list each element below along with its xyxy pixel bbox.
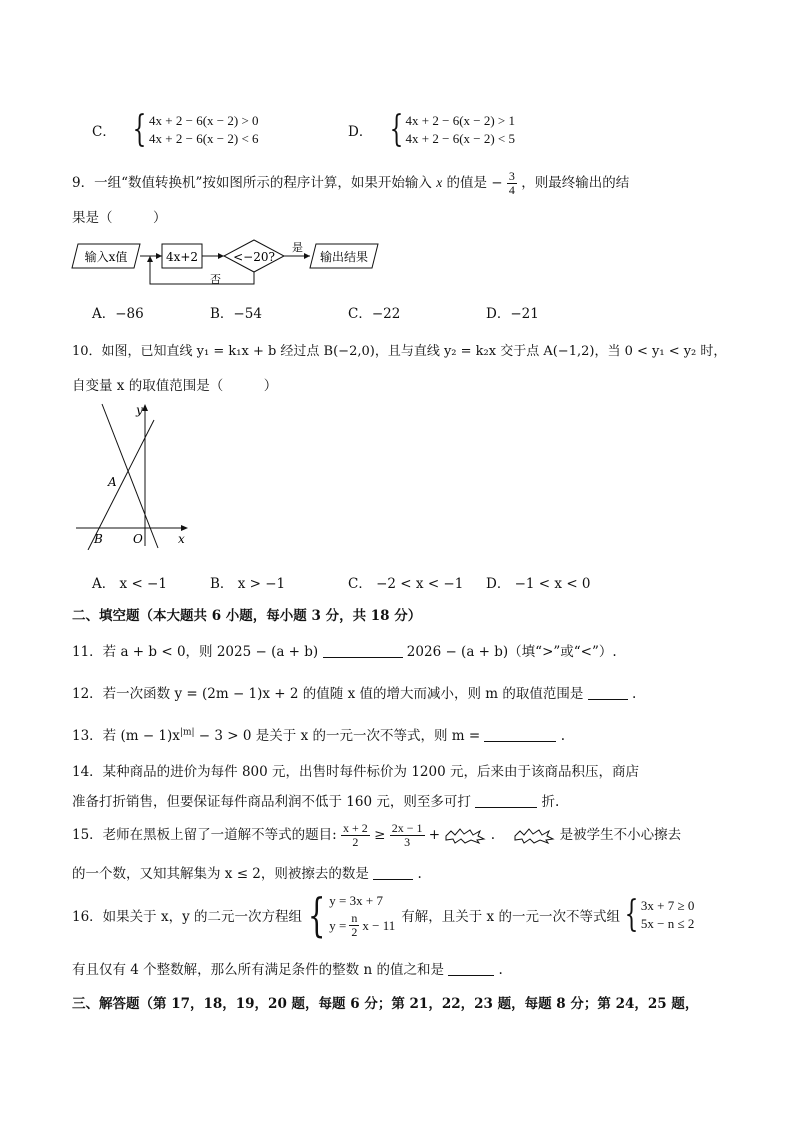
q9-text-b: 的值是 — [446, 175, 487, 191]
q9-option-b: B．−54 — [210, 306, 262, 322]
flow-output-box — [310, 244, 378, 268]
q14-text-a: 准备打折销售，但要保证每件商品利润不低于 160 元，则至多可打 — [72, 794, 471, 810]
q11-text-a: 11．若 a + b < 0，则 2025 − (a + b) — [72, 644, 319, 660]
q8-option-d: D． { 4x + 2 − 6(x − 2) > 1 4x + 2 − 6(x − 2) < 5 — [348, 109, 516, 150]
q15-text-c: 是被学生不小心擦去 — [559, 827, 682, 843]
q13-text-a: 13．若 (m − 1)x — [72, 728, 180, 744]
q9-text-line2: 果是（ ） — [72, 210, 167, 226]
q16-sys1-line2-post: x − 11 — [362, 917, 396, 933]
q16-sys2-line1: 3x + 7 ≥ 0 — [640, 897, 695, 913]
flow-output-label: 输出结果 — [319, 250, 369, 264]
q9-text-c: ，则最终输出的结 — [521, 175, 630, 191]
q16-sys1-line2-pre: y = — [329, 917, 347, 933]
q16-frac-den: 2 — [351, 925, 358, 939]
q8-d-line1: 4x + 2 − 6(x − 2) > 1 — [405, 113, 516, 128]
graph-origin-label: O — [133, 532, 143, 546]
q12-text-b: . — [631, 686, 637, 702]
q13-text-b: − 3 > 0 是关于 x 的一元一次不等式，则 m = — [194, 728, 481, 744]
q15-plus: + — [428, 827, 441, 843]
q13-exponent: |m| — [179, 727, 195, 738]
q15-text-e: . — [417, 866, 422, 882]
q9-frac-den: 4 — [508, 183, 515, 197]
erased-splat-icon-2 — [513, 828, 555, 844]
q11 — [72, 640, 617, 660]
q15-text-d: 的一个数，又知其解集为 x ≤ 2，则被擦去的数是 — [72, 866, 369, 882]
q15-fraction-2 — [390, 822, 425, 849]
q15-f2-den: 3 — [404, 835, 411, 849]
flow-decision — [224, 240, 284, 272]
q15-line1 — [72, 822, 681, 849]
q9-text-line1 — [72, 170, 629, 197]
q8-option-d-label: D． — [348, 124, 373, 140]
q16-text-c: 有且仅有 4 个整数解，那么所有满足条件的整数 n 的值之和是 — [72, 962, 444, 978]
flow-cond-label: <−20? — [233, 250, 275, 264]
q16-system-1: { y = 3x + 7 y = $\frac{n}{2}$ x − 11 — [307, 887, 396, 942]
q13-answer-blank[interactable] — [484, 727, 556, 742]
flow-no-label: 否 — [210, 273, 221, 286]
q16-system-2: { 3x + 7 ≥ 0 5x − n ≤ 2 — [624, 893, 695, 935]
q16-text-d: . — [498, 962, 503, 978]
q15-text-a: 15．老师在黑板上留了一道解不等式的题目: — [72, 827, 337, 843]
graph-line-y1 — [88, 420, 154, 550]
q16-answer-blank[interactable] — [448, 961, 494, 976]
q16-line2 — [72, 958, 503, 978]
q8-d-line2: 4x + 2 − 6(x − 2) < 5 — [405, 131, 516, 146]
q9-flowchart — [70, 236, 380, 288]
q14-text-b: 折. — [541, 794, 560, 810]
q12-text-a: 12．若一次函数 y = (2m − 1)x + 2 的值随 x 值的增大而减小，则 m 的取值范围是 — [72, 686, 584, 702]
q15-f1-den: 2 — [352, 835, 359, 849]
q8-option-c-label: C． — [92, 124, 116, 140]
q10-text-line2: 自变量 x 的取值范围是（ ） — [72, 378, 278, 394]
graph-x-label: x — [178, 532, 185, 546]
flow-op-label: 4x+2 — [165, 250, 199, 264]
q10-option-b: B． x > −1 — [210, 576, 286, 592]
q13 — [72, 724, 565, 744]
q16-sys2-line2: 5x − n ≤ 2 — [640, 915, 695, 931]
q15-fraction-1 — [341, 822, 370, 849]
q9-neg: − — [491, 175, 503, 191]
q11-text-b: 2026 − (a + b)（填“>”或“<”）. — [406, 644, 617, 660]
section-2-heading: 二、填空题（本大题共 6 小题，每小题 3 分，共 18 分） — [72, 608, 422, 624]
q9-text-a: 9．一组“数值转换机”按如图所示的程序计算，如果开始输入 — [72, 175, 432, 191]
q9-fraction — [507, 170, 517, 197]
q9-option-a: A．−86 — [92, 306, 144, 322]
q15-text-b: . — [490, 827, 495, 843]
q14-line1: 14．某种商品的进价为每件 800 元，出售时每件标价为 1200 元，后来由于该商品积压，商店 — [72, 764, 639, 780]
q9-frac-num: 3 — [508, 169, 515, 183]
q11-answer-blank[interactable] — [323, 643, 403, 658]
q13-text-c: . — [560, 728, 566, 744]
q14-line2 — [72, 790, 559, 810]
q15-answer-blank[interactable] — [373, 865, 413, 880]
graph-point-b-label: B — [94, 532, 103, 546]
q16-text-b: 有解，且关于 x 的一元一次不等式组 — [401, 908, 620, 925]
section-3-heading: 三、解答题（第 17，18，19，20 题，每题 6 分；第 21，22，23 题，每题 8 分；第 24，25 题， — [72, 996, 699, 1012]
q12 — [72, 682, 636, 702]
q9-option-d: D．−21 — [486, 306, 539, 322]
q8-c-line2: 4x + 2 − 6(x − 2) < 6 — [149, 131, 259, 146]
q8-c-line1: 4x + 2 − 6(x − 2) > 0 — [149, 113, 259, 128]
flow-yes-label: 是 — [292, 241, 303, 254]
graph-y-label: y — [136, 403, 143, 417]
q10-option-c: C． −2 < x < −1 — [348, 576, 464, 592]
q16-frac-num: n — [351, 911, 358, 925]
erased-splat-icon — [444, 828, 486, 844]
graph-point-a-label: A — [108, 475, 117, 489]
q9-var-x: x — [436, 175, 443, 190]
q14-answer-blank[interactable] — [475, 793, 537, 808]
q16-sys1-line1: y = 3x + 7 — [329, 893, 383, 908]
q10-option-a: A． x < −1 — [92, 576, 167, 592]
q10-graph — [72, 400, 192, 550]
q10-text-line1: 10．如图，已知直线 y₁ = k₁x + b 经过点 B(−2,0)，且与直线 y₂ = k₂x 交于点 A(−1,2)，当 0 < y₁ < y₂ 时， — [72, 344, 727, 359]
q15-f2-num: 2x − 1 — [391, 821, 423, 835]
q10-option-d: D． −1 < x < 0 — [486, 576, 591, 592]
q15-line2 — [72, 862, 422, 882]
flow-op-box — [162, 244, 202, 268]
q8-option-c: C． { 4x + 2 − 6(x − 2) > 0 4x + 2 − 6(x − 2) < 6 — [92, 109, 259, 150]
q9-option-c: C．−22 — [348, 306, 401, 322]
flow-input-label: 输入x值 — [84, 250, 128, 264]
q15-f1-num: x + 2 — [343, 821, 368, 835]
q16-text-a: 16．如果关于 x，y 的二元一次方程组 — [72, 908, 303, 925]
q12-answer-blank[interactable] — [588, 685, 628, 700]
q16-line1 — [72, 887, 695, 942]
q15-ge: ≥ — [374, 827, 386, 843]
flow-input-box — [72, 244, 140, 268]
